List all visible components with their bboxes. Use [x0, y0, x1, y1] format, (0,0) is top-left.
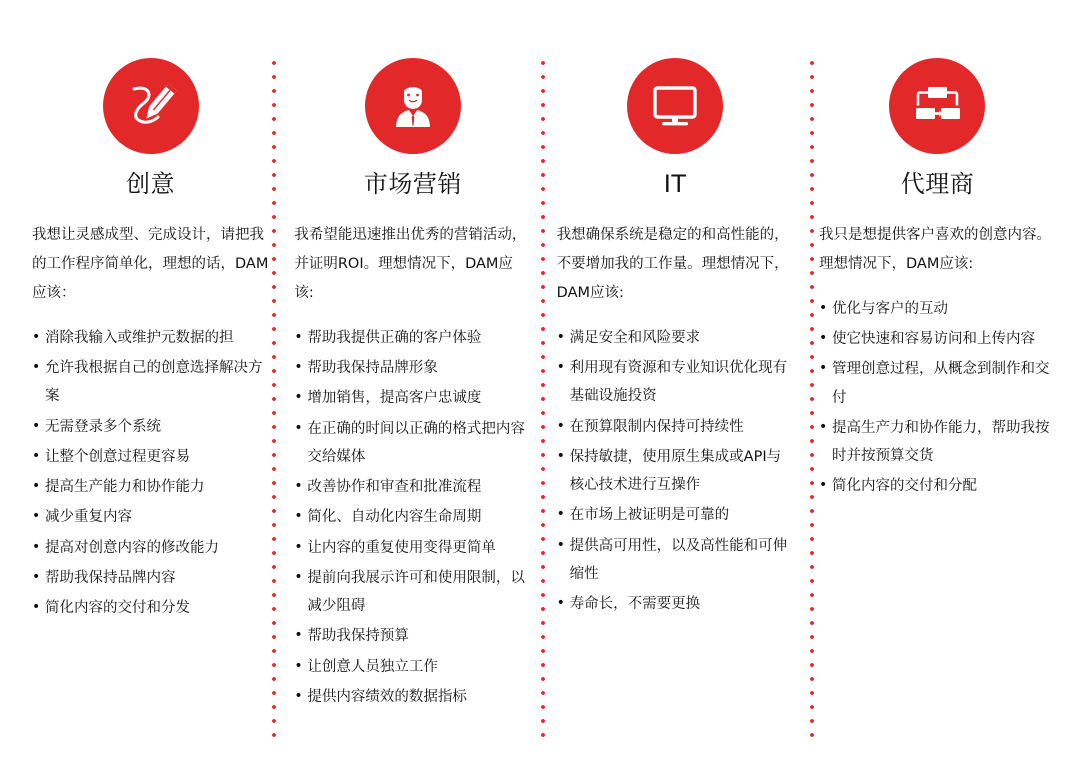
list-item: • 改善协作和审查和批准流程: [294, 473, 531, 501]
list-item: • 减少重复内容: [32, 503, 269, 531]
column-divider-2: [541, 56, 545, 742]
list-item: • 允许我根据自己的创意选择解决方案: [32, 354, 269, 411]
icon-wrap-agency: [819, 58, 1056, 154]
monitor-icon: [627, 58, 723, 154]
list-item: • 使它快速和容易访问和上传内容: [819, 325, 1056, 353]
list-item: • 让整个创意过程更容易: [32, 443, 269, 471]
list-item: • 帮助我提供正确的客户体验: [294, 324, 531, 352]
list-item: • 在市场上被证明是可靠的: [557, 501, 794, 529]
pencil-draw-icon: [103, 58, 199, 154]
list-item: • 简化、自动化内容生命周期: [294, 503, 531, 531]
column-title: 创意: [126, 170, 175, 198]
list-item: • 提供内容绩效的数据指标: [294, 683, 531, 711]
column-title: IT: [663, 170, 687, 198]
column-intro: 我想确保系统是稳定的和高性能的，不要增加我的工作量。理想情况下，DAM应该:: [556, 226, 789, 301]
column-creative: [32, 58, 269, 624]
bullet-list-it: [557, 324, 794, 621]
businessman-icon: [365, 58, 461, 154]
column-it: [557, 58, 794, 620]
list-item: • 提供高可用性，以及高性能和可伸缩性: [557, 532, 794, 589]
list-item: • 帮助我保持预算: [294, 622, 531, 650]
column-title: 代理商: [900, 170, 975, 198]
icon-wrap-marketing: [294, 58, 531, 154]
list-item: • 帮助我保持品牌形象: [294, 354, 531, 382]
list-item: • 满足安全和风险要求: [557, 324, 794, 352]
column-title: 市场营销: [363, 170, 462, 198]
list-item: • 管理创意过程，从概念到制作和交付: [819, 355, 1056, 412]
list-item: • 寿命长，不需要更换: [557, 590, 794, 618]
column-divider-3: [810, 56, 814, 742]
list-item: • 帮助我保持品牌内容: [32, 564, 269, 592]
list-item: • 简化内容的交付和分发: [32, 594, 269, 622]
column-marketing: [294, 58, 531, 713]
column-intro: 我想让灵感成型、完成设计，请把我的工作程序简单化，理想的话，DAM应该：: [32, 226, 269, 301]
list-item: • 提高对创意内容的修改能力: [32, 534, 269, 562]
list-item: • 让创意人员独立工作: [294, 653, 531, 681]
icon-wrap-it: [557, 58, 794, 154]
column-agency: [819, 58, 1056, 503]
column-intro: 我只是想提供客户喜欢的创意内容。理想情况下，DAM应该:: [818, 226, 1051, 272]
list-item: • 利用现有资源和专业知识优化现有基础设施投资: [557, 354, 794, 411]
column-divider-1: [272, 56, 276, 742]
list-item: • 提高生产能力和协作能力: [32, 473, 269, 501]
bullet-list-marketing: [294, 324, 531, 713]
bullet-list-agency: [819, 295, 1056, 503]
list-item: • 提高生产力和协作能力，帮助我按时并按预算交货: [819, 414, 1056, 471]
list-item: • 简化内容的交付和分配: [819, 472, 1056, 500]
icon-wrap-creative: [32, 58, 269, 154]
list-item: • 在正确的时间以正确的格式把内容交给媒体: [294, 415, 531, 472]
column-intro: 我希望能迅速推出优秀的营销活动，并证明ROI。理想情况下，DAM应该:: [294, 226, 527, 301]
list-item: • 在预算限制内保持可持续性: [557, 413, 794, 441]
list-item: • 消除我输入或维护元数据的担: [32, 324, 269, 352]
list-item: • 优化与客户的互动: [819, 295, 1056, 323]
list-item: • 无需登录多个系统: [32, 413, 269, 441]
list-item: • 让内容的重复使用变得更简单: [294, 534, 531, 562]
workflow-diagram-icon: [889, 58, 985, 154]
bullet-list-creative: [32, 324, 269, 625]
list-item: • 提前向我展示许可和使用限制，以减少阻碍: [294, 564, 531, 621]
list-item: • 保持敏捷，使用原生集成或API与核心技术进行互操作: [557, 443, 794, 500]
list-item: • 增加销售，提高客户忠诚度: [294, 384, 531, 412]
